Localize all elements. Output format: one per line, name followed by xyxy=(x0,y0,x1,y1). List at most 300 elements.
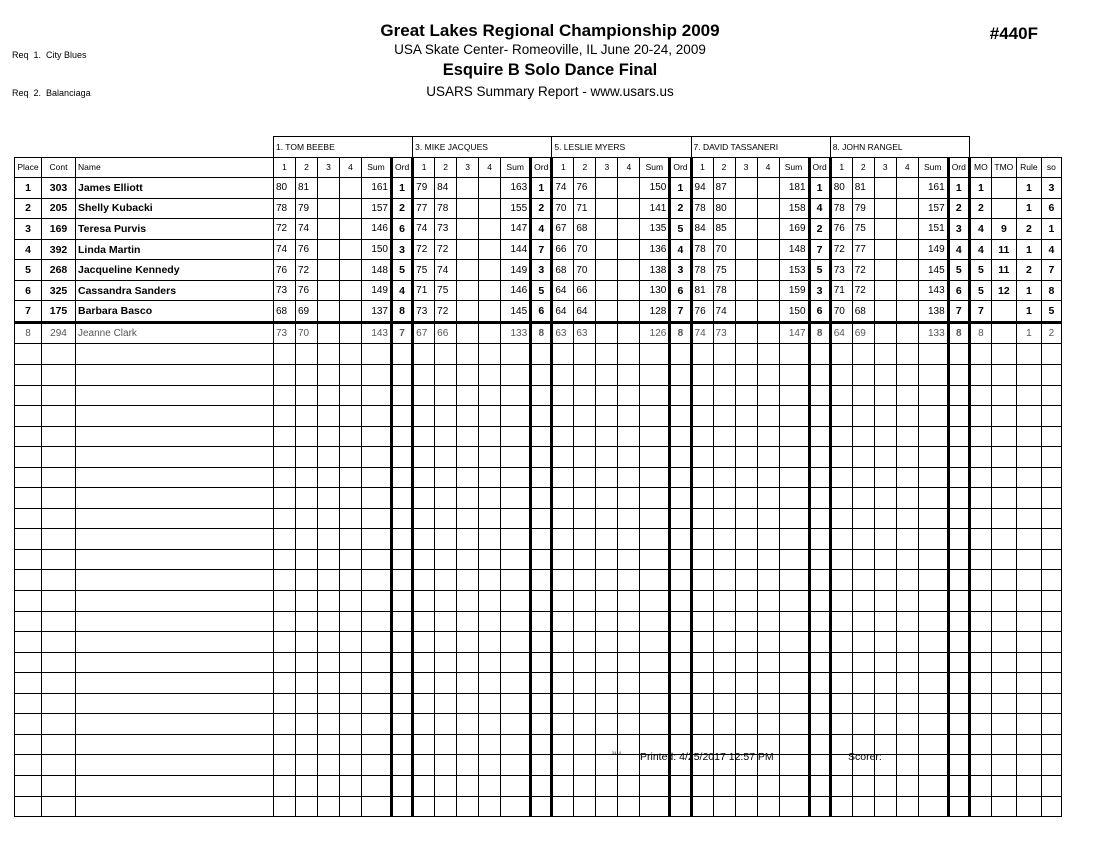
cell-so: 4 xyxy=(1041,239,1061,260)
cell-empty xyxy=(852,796,874,817)
cell-empty xyxy=(1041,488,1061,509)
event-number: #440F xyxy=(989,24,1038,43)
cell-empty xyxy=(274,652,296,673)
cell-empty xyxy=(691,344,713,365)
cell-empty xyxy=(991,632,1016,653)
cell-judge4-s1: 78 xyxy=(691,260,713,281)
cell-empty xyxy=(574,549,596,570)
cell-empty xyxy=(918,447,948,468)
table-row-empty[interactable] xyxy=(15,796,1062,817)
header-judge3-2: 2 xyxy=(574,157,596,178)
cell-empty xyxy=(991,467,1016,488)
cell-empty xyxy=(1016,611,1041,632)
cell-empty xyxy=(392,611,413,632)
cell-empty xyxy=(296,549,318,570)
cell-empty xyxy=(574,344,596,365)
event-title: Esquire B Solo Dance Final xyxy=(442,61,658,79)
cell-empty xyxy=(948,775,969,796)
cell-empty xyxy=(552,365,574,386)
cell-empty xyxy=(596,570,618,591)
cell-empty xyxy=(691,611,713,632)
header-judge2-ord: Ord xyxy=(531,157,552,178)
cell-judge3-ord: 7 xyxy=(670,301,691,323)
cell-empty xyxy=(852,447,874,468)
cell-empty xyxy=(918,549,948,570)
cell-empty xyxy=(830,508,852,529)
cell-place: 8 xyxy=(15,322,42,344)
cell-empty xyxy=(501,447,531,468)
cell-mo: 2 xyxy=(969,198,991,219)
table-row-empty[interactable] xyxy=(15,591,1062,612)
cell-empty xyxy=(318,549,340,570)
cell-empty xyxy=(1041,344,1061,365)
table-row-empty[interactable] xyxy=(15,365,1062,386)
cell-empty xyxy=(392,508,413,529)
cell-empty xyxy=(296,529,318,550)
report-subtitle: USARS Summary Report - www.usars.us xyxy=(426,84,674,99)
cell-empty xyxy=(318,365,340,386)
cell-empty xyxy=(809,734,830,755)
cell-empty xyxy=(362,406,392,427)
cell-judge1-ord: 7 xyxy=(392,322,413,344)
cell-empty xyxy=(435,693,457,714)
table-row[interactable] xyxy=(15,239,1062,260)
table-row-empty[interactable] xyxy=(15,611,1062,632)
cell-empty xyxy=(457,406,479,427)
cell-empty xyxy=(969,488,991,509)
cell-empty xyxy=(618,488,640,509)
cell-empty xyxy=(691,549,713,570)
cell-empty xyxy=(852,693,874,714)
cell-empty xyxy=(318,734,340,755)
cell-empty xyxy=(618,755,640,776)
cell-judge3-ord: 1 xyxy=(670,178,691,199)
cell-judge2-sum: 149 xyxy=(501,260,531,281)
cell-empty xyxy=(969,734,991,755)
cell-empty xyxy=(76,426,274,447)
cell-empty xyxy=(552,508,574,529)
cell-empty xyxy=(479,365,501,386)
cell-name: James Elliott xyxy=(76,178,274,199)
cell-empty xyxy=(735,570,757,591)
cell-empty xyxy=(670,549,691,570)
cell-empty xyxy=(501,549,531,570)
cell-empty xyxy=(15,488,42,509)
cell-judge5-s2: 79 xyxy=(852,198,874,219)
cell-cont: 169 xyxy=(42,219,76,240)
cell-empty xyxy=(809,426,830,447)
requirement-2-label: Req 2. xyxy=(12,87,42,98)
cell-empty xyxy=(640,652,670,673)
cell-judge4-ord: 8 xyxy=(809,322,830,344)
cell-judge3-sum: 136 xyxy=(640,239,670,260)
cell-judge1-ord: 2 xyxy=(392,198,413,219)
cell-empty xyxy=(340,426,362,447)
cell-empty xyxy=(479,632,501,653)
cell-empty xyxy=(552,385,574,406)
cell-empty xyxy=(735,652,757,673)
cell-empty xyxy=(274,796,296,817)
cell-judge5-ord: 7 xyxy=(948,301,969,323)
cell-empty xyxy=(713,611,735,632)
cell-empty xyxy=(713,714,735,735)
cell-empty xyxy=(392,406,413,427)
table-row-empty[interactable] xyxy=(15,775,1062,796)
cell-empty xyxy=(392,529,413,550)
cell-empty xyxy=(948,406,969,427)
cell-empty xyxy=(501,714,531,735)
cell-name: Barbara Basco xyxy=(76,301,274,323)
cell-judge2-s1: 77 xyxy=(413,198,435,219)
requirement-1-label: Req 1. xyxy=(12,50,42,60)
cell-empty xyxy=(574,796,596,817)
cell-empty xyxy=(296,652,318,673)
judge-name-3: 5. LESLIE MYERS xyxy=(552,137,691,158)
cell-empty xyxy=(552,755,574,776)
cell-judge1-ord: 1 xyxy=(392,178,413,199)
cell-empty xyxy=(413,775,435,796)
cell-empty xyxy=(274,591,296,612)
cell-judge2-ord: 8 xyxy=(531,322,552,344)
cell-empty xyxy=(457,365,479,386)
cell-empty xyxy=(340,693,362,714)
cell-judge5-ord: 5 xyxy=(948,260,969,281)
table-row-empty[interactable] xyxy=(15,755,1062,776)
cell-empty xyxy=(918,508,948,529)
cell-empty xyxy=(896,591,918,612)
cell-empty xyxy=(274,426,296,447)
cell-empty xyxy=(296,714,318,735)
cell-judge2-s2: 72 xyxy=(435,301,457,323)
cell-judge2-s3 xyxy=(457,301,479,323)
cell-empty xyxy=(435,755,457,776)
cell-empty xyxy=(852,775,874,796)
cell-empty xyxy=(809,488,830,509)
cell-judge3-s4 xyxy=(618,260,640,281)
cell-empty xyxy=(435,488,457,509)
table-row-empty[interactable] xyxy=(15,344,1062,365)
cell-empty xyxy=(735,365,757,386)
cell-judge3-s1: 66 xyxy=(552,239,574,260)
cell-empty xyxy=(809,591,830,612)
table-row[interactable] xyxy=(15,260,1062,281)
table-row-empty[interactable] xyxy=(15,406,1062,427)
cell-empty xyxy=(479,488,501,509)
cell-judge5-sum: 145 xyxy=(918,260,948,281)
cell-empty xyxy=(852,365,874,386)
cell-empty xyxy=(552,611,574,632)
cell-place: 4 xyxy=(15,239,42,260)
cell-empty xyxy=(918,652,948,673)
header-judge5-2: 2 xyxy=(852,157,874,178)
table-row[interactable] xyxy=(15,198,1062,219)
cell-empty xyxy=(457,591,479,612)
cell-judge5-sum: 138 xyxy=(918,301,948,323)
cell-empty xyxy=(413,344,435,365)
cell-empty xyxy=(852,632,874,653)
cell-empty xyxy=(874,406,896,427)
table-row-empty[interactable] xyxy=(15,693,1062,714)
table-row-empty[interactable] xyxy=(15,673,1062,694)
cell-judge1-sum: 149 xyxy=(362,280,392,301)
cell-empty xyxy=(779,467,809,488)
header-so: so xyxy=(1041,157,1061,178)
cell-empty xyxy=(969,529,991,550)
cell-name: Linda Martin xyxy=(76,239,274,260)
cell-judge3-s4 xyxy=(618,239,640,260)
cell-empty xyxy=(779,344,809,365)
cell-empty xyxy=(670,796,691,817)
cell-empty xyxy=(896,426,918,447)
cell-cont: 175 xyxy=(42,301,76,323)
cell-empty xyxy=(918,488,948,509)
header-judge5-sum: Sum xyxy=(918,157,948,178)
cell-empty xyxy=(15,385,42,406)
cell-empty xyxy=(670,673,691,694)
cell-judge4-s3 xyxy=(735,219,757,240)
judge-name-1: 1. TOM BEEBE xyxy=(274,137,413,158)
cell-empty xyxy=(670,570,691,591)
cell-empty xyxy=(618,508,640,529)
cell-judge2-s1: 75 xyxy=(413,260,435,281)
cell-empty xyxy=(896,632,918,653)
cell-empty xyxy=(713,673,735,694)
cell-empty xyxy=(896,488,918,509)
cell-empty xyxy=(618,693,640,714)
cell-empty xyxy=(809,611,830,632)
cell-judge2-s1: 79 xyxy=(413,178,435,199)
cell-judge3-s1: 70 xyxy=(552,198,574,219)
cell-empty xyxy=(531,488,552,509)
cell-empty xyxy=(552,488,574,509)
table-row-empty[interactable] xyxy=(15,714,1062,735)
cell-judge4-s1: 78 xyxy=(691,198,713,219)
cell-empty xyxy=(362,693,392,714)
cell-empty xyxy=(362,673,392,694)
cell-judge3-s3 xyxy=(596,178,618,199)
cell-empty xyxy=(896,755,918,776)
table-row-empty[interactable] xyxy=(15,447,1062,468)
cell-judge4-s4 xyxy=(757,198,779,219)
cell-empty xyxy=(948,796,969,817)
cell-empty xyxy=(76,488,274,509)
table-row-empty[interactable] xyxy=(15,529,1062,550)
table-row-empty[interactable] xyxy=(15,426,1062,447)
table-row[interactable] xyxy=(15,219,1062,240)
table-row-empty[interactable] xyxy=(15,488,1062,509)
cell-empty xyxy=(15,796,42,817)
cell-empty xyxy=(691,467,713,488)
cell-empty xyxy=(42,693,76,714)
cell-empty xyxy=(596,467,618,488)
table-row[interactable] xyxy=(15,280,1062,301)
cell-empty xyxy=(274,406,296,427)
cell-empty xyxy=(874,591,896,612)
cell-empty xyxy=(969,693,991,714)
cell-judge2-s2: 78 xyxy=(435,198,457,219)
cell-empty xyxy=(340,406,362,427)
cell-empty xyxy=(640,447,670,468)
table-row[interactable] xyxy=(15,178,1062,199)
cell-empty xyxy=(991,673,1016,694)
cell-empty xyxy=(713,529,735,550)
cell-tmo: 11 xyxy=(991,239,1016,260)
cell-empty xyxy=(809,344,830,365)
cell-empty xyxy=(618,673,640,694)
cell-empty xyxy=(42,775,76,796)
cell-empty xyxy=(852,611,874,632)
cell-judge4-s1: 84 xyxy=(691,219,713,240)
cell-empty xyxy=(552,529,574,550)
cell-empty xyxy=(809,529,830,550)
cell-empty xyxy=(340,714,362,735)
cell-empty xyxy=(531,385,552,406)
cell-empty xyxy=(874,426,896,447)
table-row-empty[interactable] xyxy=(15,570,1062,591)
cell-empty xyxy=(618,467,640,488)
cell-judge2-s2: 84 xyxy=(435,178,457,199)
cell-empty xyxy=(991,734,1016,755)
cell-empty xyxy=(1016,529,1041,550)
cell-empty xyxy=(991,529,1016,550)
cell-empty xyxy=(296,755,318,776)
cell-empty xyxy=(531,426,552,447)
title-block xyxy=(0,20,1100,101)
cell-empty xyxy=(1041,406,1061,427)
cell-empty xyxy=(15,632,42,653)
cell-judge1-ord: 4 xyxy=(392,280,413,301)
cell-empty xyxy=(830,591,852,612)
cell-empty xyxy=(670,426,691,447)
cell-judge1-s2: 81 xyxy=(296,178,318,199)
cell-empty xyxy=(757,796,779,817)
cell-empty xyxy=(435,611,457,632)
cell-empty xyxy=(501,529,531,550)
cell-empty xyxy=(340,652,362,673)
cell-judge1-s4 xyxy=(340,198,362,219)
cell-empty xyxy=(918,591,948,612)
cell-empty xyxy=(830,488,852,509)
header-judge3-3: 3 xyxy=(596,157,618,178)
cell-empty xyxy=(274,693,296,714)
cell-empty xyxy=(991,714,1016,735)
cell-judge4-ord: 2 xyxy=(809,219,830,240)
cell-judge3-s1: 74 xyxy=(552,178,574,199)
cell-empty xyxy=(76,632,274,653)
cell-empty xyxy=(896,529,918,550)
cell-empty xyxy=(457,344,479,365)
cell-empty xyxy=(457,714,479,735)
header-judge4-1: 1 xyxy=(691,157,713,178)
cell-so: 6 xyxy=(1041,198,1061,219)
cell-empty xyxy=(991,549,1016,570)
table-row-empty[interactable] xyxy=(15,549,1062,570)
table-row-empty[interactable] xyxy=(15,652,1062,673)
cell-empty xyxy=(713,775,735,796)
table-row-empty[interactable] xyxy=(15,508,1062,529)
cell-empty xyxy=(479,467,501,488)
cell-empty xyxy=(691,652,713,673)
cell-empty xyxy=(991,385,1016,406)
table-row-empty[interactable] xyxy=(15,734,1062,755)
cell-empty xyxy=(969,549,991,570)
cell-empty xyxy=(830,693,852,714)
cell-judge5-ord: 2 xyxy=(948,198,969,219)
cell-judge3-s2: 68 xyxy=(574,219,596,240)
cell-empty xyxy=(596,344,618,365)
cell-empty xyxy=(874,385,896,406)
header-judge2-3: 3 xyxy=(457,157,479,178)
cell-judge1-sum: 148 xyxy=(362,260,392,281)
cell-empty xyxy=(457,570,479,591)
table-row-empty[interactable] xyxy=(15,632,1062,653)
cell-empty xyxy=(76,549,274,570)
cell-empty xyxy=(362,775,392,796)
cell-empty xyxy=(1016,508,1041,529)
judge-name-header-row xyxy=(15,137,1062,158)
printed-timestamp: Printed: 4/25/2017 12:57 PM xyxy=(640,751,774,763)
cell-place: 2 xyxy=(15,198,42,219)
table-row[interactable] xyxy=(15,301,1062,323)
cell-empty xyxy=(479,406,501,427)
table-row[interactable] xyxy=(15,322,1062,344)
cell-empty xyxy=(15,344,42,365)
cell-empty xyxy=(296,591,318,612)
cell-empty xyxy=(713,426,735,447)
cell-empty xyxy=(640,344,670,365)
cell-empty xyxy=(435,570,457,591)
cell-empty xyxy=(1041,467,1061,488)
cell-empty xyxy=(362,734,392,755)
cell-judge5-s2: 77 xyxy=(852,239,874,260)
header-judge3-ord: Ord xyxy=(670,157,691,178)
cell-empty xyxy=(830,406,852,427)
cell-empty xyxy=(531,344,552,365)
cell-empty xyxy=(15,508,42,529)
cell-empty xyxy=(15,467,42,488)
cell-empty xyxy=(735,508,757,529)
header-cont: Cont xyxy=(42,157,76,178)
cell-empty xyxy=(362,549,392,570)
cell-empty xyxy=(1016,652,1041,673)
cell-empty xyxy=(15,529,42,550)
cell-empty xyxy=(918,467,948,488)
cell-empty xyxy=(691,508,713,529)
cell-empty xyxy=(1041,365,1061,386)
cell-judge4-s4 xyxy=(757,322,779,344)
cell-judge4-ord: 6 xyxy=(809,301,830,323)
cell-empty xyxy=(318,529,340,550)
cell-judge5-s4 xyxy=(896,301,918,323)
cell-empty xyxy=(76,570,274,591)
cell-empty xyxy=(757,529,779,550)
cell-judge2-s3 xyxy=(457,260,479,281)
cell-empty xyxy=(779,426,809,447)
cell-empty xyxy=(42,714,76,735)
cell-empty xyxy=(640,570,670,591)
cell-judge2-s1: 73 xyxy=(413,301,435,323)
cell-empty xyxy=(340,549,362,570)
cell-empty xyxy=(362,714,392,735)
table-row-empty[interactable] xyxy=(15,467,1062,488)
table-row-empty[interactable] xyxy=(15,385,1062,406)
cell-empty xyxy=(809,385,830,406)
column-header-row xyxy=(15,157,1062,178)
cell-empty xyxy=(779,570,809,591)
cell-empty xyxy=(969,755,991,776)
cell-empty xyxy=(779,714,809,735)
cell-empty xyxy=(15,611,42,632)
